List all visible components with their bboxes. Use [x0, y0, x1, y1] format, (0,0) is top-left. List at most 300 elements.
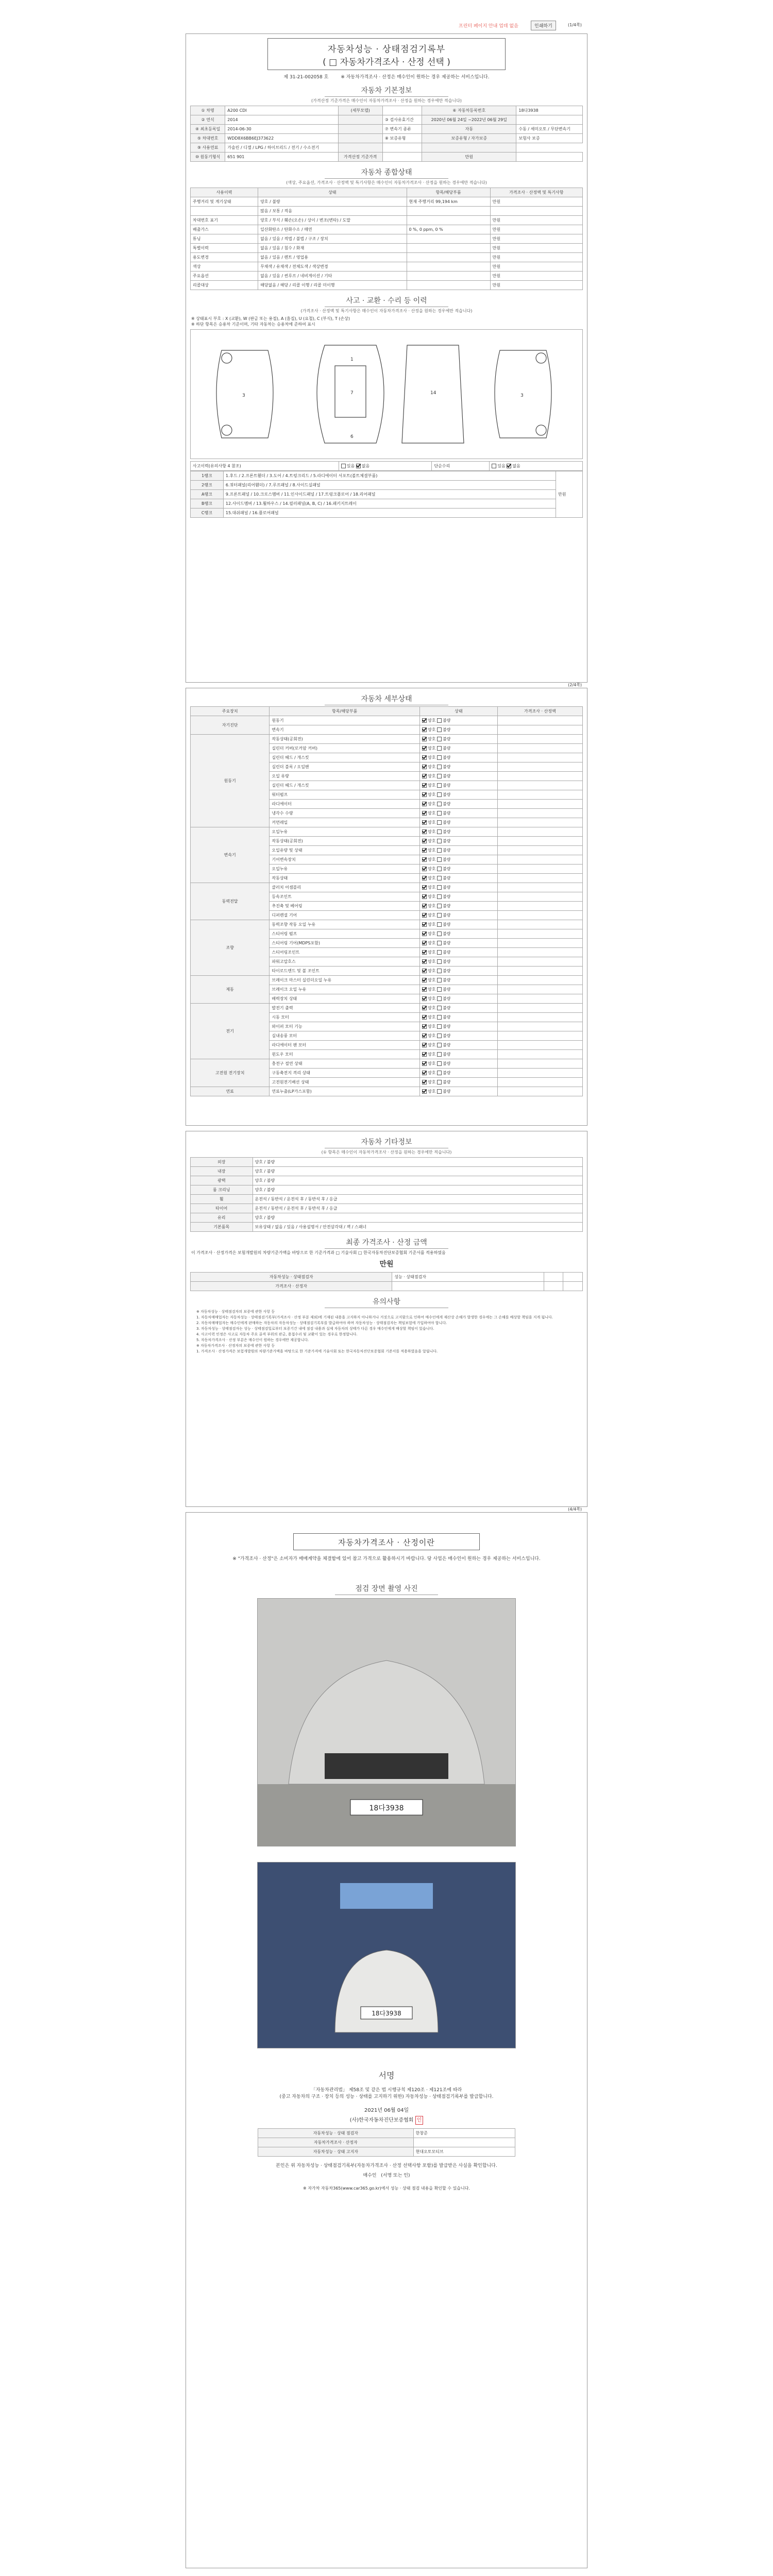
table-cell: 내장	[191, 1167, 253, 1176]
state-bad: 불량	[443, 876, 451, 880]
table-cell: 성능 · 상태점검자	[392, 1273, 544, 1282]
state-bad: 불량	[443, 765, 451, 769]
table-row	[191, 115, 583, 125]
table-cell: 없음 / 있음 / 적법 / 불법 / 구조 / 장치	[258, 234, 407, 244]
checkbox[interactable]	[437, 820, 442, 825]
checkbox-checked[interactable]	[422, 978, 427, 982]
table-row	[191, 281, 583, 290]
state-good: 양호	[428, 876, 436, 880]
checkbox-checked[interactable]	[422, 1015, 427, 1020]
state-bad: 불량	[443, 783, 451, 788]
state-good: 양호	[428, 904, 436, 908]
table-cell	[490, 207, 582, 216]
table-cell: 651 901	[225, 152, 338, 162]
signer-role: 자동차성능 · 상태 점검자	[258, 2129, 414, 2138]
table-cell: ② 연식	[191, 115, 225, 125]
table-cell: ⑨ 사용연료	[191, 143, 225, 152]
checkbox-checked[interactable]	[422, 820, 427, 825]
group-cell: 연료	[191, 1087, 270, 1096]
checkbox-checked[interactable]	[422, 811, 427, 816]
checkbox[interactable]	[492, 464, 496, 468]
sign-org	[186, 2115, 587, 2123]
table-cell: 9.프론트패널 / 10.크로스멤버 / 11.인사이드패널 / 17.트렁크플로어 / 18.리어패널	[223, 490, 556, 499]
column-header: 항목/해당부품	[270, 707, 420, 716]
table-row	[191, 1158, 583, 1167]
state-good: 양호	[428, 941, 436, 945]
table-row	[191, 253, 583, 262]
column-header: 상태	[420, 707, 498, 716]
checkbox-checked[interactable]	[356, 464, 361, 468]
table-cell: (세부모델)	[338, 106, 382, 115]
notes-list	[186, 1309, 587, 1354]
svg-text:1: 1	[350, 357, 354, 362]
table-cell: 해당없음 / 해당 / 리콜 이행 / 리콜 미이행	[258, 281, 407, 290]
table-cell: 유리	[191, 1213, 253, 1223]
checkbox[interactable]	[437, 959, 442, 964]
price-cell	[497, 1031, 582, 1041]
note-line: 3. 자동차성능 · 상태점검자는 성능 · 상태점검일로부터 보증기간 내에 점검 내용과 실제 자동차의 상태가 다른 경우 매수인에게 배상할 책임이 있습니다.	[196, 1327, 434, 1331]
table-row	[191, 152, 583, 162]
state-good: 양호	[428, 727, 436, 732]
state-bad: 불량	[443, 811, 451, 816]
checkbox-checked[interactable]	[422, 969, 427, 973]
price-cell	[497, 948, 582, 957]
checkbox-checked[interactable]	[422, 941, 427, 945]
state-good: 양호	[428, 783, 436, 788]
checkbox[interactable]	[437, 1006, 442, 1010]
state-bad: 불량	[443, 894, 451, 899]
price-cell	[497, 902, 582, 911]
item-cell: 작동상태	[270, 874, 420, 883]
state-cell	[420, 1022, 498, 1031]
checkbox-checked[interactable]	[422, 1061, 427, 1066]
checkbox-checked[interactable]	[422, 913, 427, 918]
table-row	[191, 1282, 583, 1291]
checkbox[interactable]	[437, 727, 442, 732]
item-cell: 윈도우 모터	[270, 1050, 420, 1059]
table-row	[191, 1223, 583, 1232]
state-cell	[420, 985, 498, 994]
price-cell	[497, 1013, 582, 1022]
checkbox-checked[interactable]	[422, 876, 427, 880]
checkbox[interactable]	[437, 894, 442, 899]
table-cell: A랭크	[191, 490, 224, 499]
state-bad: 불량	[443, 941, 451, 945]
table-cell	[338, 115, 382, 125]
checkbox-checked[interactable]	[422, 922, 427, 927]
item-cell: 원동기	[270, 716, 420, 725]
state-good: 양호	[428, 1043, 436, 1047]
table-cell: 광택	[191, 1176, 253, 1185]
checkbox-checked[interactable]	[422, 829, 427, 834]
checkbox-checked[interactable]	[422, 1006, 427, 1010]
checkbox[interactable]	[437, 913, 442, 918]
table-cell: 현재 주행거리 99,194 km	[407, 197, 490, 207]
table-cell: 만원	[490, 253, 582, 262]
table-cell: ⑦ 변속기 종류	[382, 125, 422, 134]
document-title	[267, 38, 506, 70]
group-cell: 자기진단	[191, 716, 270, 735]
state-good: 양호	[428, 996, 436, 1001]
state-good: 양호	[428, 1024, 436, 1029]
table-cell	[563, 1273, 583, 1282]
item-cell: 스티어링조인트	[270, 948, 420, 957]
state-good: 양호	[428, 1061, 436, 1066]
state-bad: 불량	[443, 1071, 451, 1075]
table-cell: 외장	[191, 1158, 253, 1167]
state-bad: 불량	[443, 718, 451, 723]
table-row	[191, 1059, 583, 1069]
table-cell	[563, 1282, 583, 1291]
checkbox[interactable]	[437, 1033, 442, 1038]
checkbox[interactable]	[437, 931, 442, 936]
checkbox[interactable]	[437, 941, 442, 945]
item-cell: 작동상태(공회전)	[270, 837, 420, 846]
signer-role: 자동차성능 · 상태 고지자	[258, 2147, 414, 2157]
checkbox-checked[interactable]	[422, 1080, 427, 1084]
table-header	[191, 188, 583, 197]
table-cell	[516, 152, 583, 162]
page-3	[186, 1131, 587, 1507]
table-cell: 12.사이드멤버 / 13.휠하우스 / 14.필러패널(A, B, C) / 16.패키지트레이	[223, 499, 556, 509]
table-cell: ⑩ 원동기형식	[191, 152, 225, 162]
item-cell: 라디에이터	[270, 800, 420, 809]
table-cell: 보증유형 / 자가보증	[422, 134, 516, 143]
table-cell: 많음 / 보통 / 적음	[258, 207, 407, 216]
table-cell: 주행거리 및 계기상태	[191, 197, 258, 207]
state-cell	[420, 762, 498, 772]
price-cell	[497, 985, 582, 994]
price-cell	[497, 809, 582, 818]
checkbox[interactable]	[437, 792, 442, 797]
svg-text:3: 3	[520, 393, 524, 398]
table-row	[258, 2138, 515, 2147]
table-row	[191, 481, 583, 490]
final-unit: 만원	[379, 1260, 394, 1268]
checkbox-checked[interactable]	[422, 718, 427, 723]
state-cell	[420, 790, 498, 800]
table-row	[191, 490, 583, 499]
table-cell	[382, 106, 422, 115]
checkbox-checked[interactable]	[422, 857, 427, 862]
state-good: 양호	[428, 737, 436, 741]
checkbox-checked[interactable]	[422, 996, 427, 1001]
table-cell	[338, 143, 382, 152]
accident-history-label: 사고이력(유의사항 4 참조)	[191, 462, 339, 471]
table-cell: 0 %, 0 ppm, 0 %	[407, 225, 490, 234]
table-cell: 운전석 / 동반석 / 운전석 후 / 동반석 후 / 응급	[253, 1195, 583, 1204]
item-cell: 오일 유량	[270, 772, 420, 781]
price-cell	[497, 772, 582, 781]
table-row	[191, 106, 583, 115]
table-cell	[407, 216, 490, 225]
state-bad: 불량	[443, 820, 451, 825]
table-cell: 15.대쉬패널 / 16.플로어패널	[223, 509, 556, 518]
svg-text:7: 7	[350, 391, 354, 396]
state-good: 양호	[428, 959, 436, 964]
table-cell: 자동	[422, 125, 516, 134]
other-title: 자동차 기타정보	[325, 1137, 448, 1148]
checkbox-checked[interactable]	[422, 987, 427, 992]
table-row	[258, 2147, 515, 2157]
checkbox-checked[interactable]	[422, 1024, 427, 1029]
sign-date: 2021년 06월 04일	[364, 2108, 409, 2113]
state-bad: 불량	[443, 931, 451, 936]
checkbox[interactable]	[437, 848, 442, 853]
state-good: 양호	[428, 765, 436, 769]
state-bad: 불량	[443, 978, 451, 982]
price-title-box	[293, 1533, 480, 1550]
doc-number-row	[186, 73, 587, 80]
checkbox-checked[interactable]	[422, 931, 427, 936]
state-cell	[420, 892, 498, 902]
table-row	[191, 509, 583, 518]
checkbox-checked[interactable]	[422, 755, 427, 760]
checkbox[interactable]	[437, 987, 442, 992]
table-cell: A200 CDI	[225, 106, 338, 115]
checkbox[interactable]	[437, 978, 442, 982]
table-cell: 양호 / 불량	[253, 1213, 583, 1223]
state-good: 양호	[428, 811, 436, 816]
group-cell: 전기	[191, 1004, 270, 1059]
yes-label: 있음	[497, 464, 506, 468]
item-cell: 기어변속장치	[270, 855, 420, 865]
table-cell	[338, 134, 382, 143]
checkbox[interactable]	[437, 1080, 442, 1084]
checkbox-checked[interactable]	[422, 848, 427, 853]
state-bad: 불량	[443, 885, 451, 890]
checkbox-checked[interactable]	[422, 1052, 427, 1057]
state-good: 양호	[428, 987, 436, 992]
checkbox-checked[interactable]	[422, 774, 427, 778]
checkbox-checked[interactable]	[422, 894, 427, 899]
table-row	[191, 143, 583, 152]
price-title: 자동차가격조사 · 산정이란	[338, 1538, 435, 1547]
checkbox[interactable]	[437, 1071, 442, 1075]
checkbox[interactable]	[437, 737, 442, 741]
checkbox[interactable]	[437, 867, 442, 871]
state-bad: 불량	[443, 774, 451, 778]
checkbox[interactable]	[437, 1052, 442, 1057]
table-cell: 2014-06-30	[225, 125, 338, 134]
final-price	[186, 1259, 587, 1269]
checkbox[interactable]	[437, 876, 442, 880]
note-line: 2. 자동차매매업자는 매수인에게 판매하는 자동차의 자동차성능 · 상태점검기록부를 발급하여야 하며 자동차성능 · 상태점검자는 책임보험에 가입하여야 합니다.	[196, 1321, 447, 1325]
state-good: 양호	[428, 1052, 436, 1057]
checkbox-checked[interactable]	[422, 746, 427, 751]
checkbox[interactable]	[437, 996, 442, 1001]
checkbox[interactable]	[437, 1015, 442, 1020]
table-cell: 2랭크	[191, 481, 224, 490]
checkbox[interactable]	[437, 839, 442, 843]
checkbox-checked[interactable]	[422, 802, 427, 806]
checkbox-checked[interactable]	[422, 727, 427, 732]
table-row	[191, 1004, 583, 1013]
group-cell: 제동	[191, 976, 270, 1004]
footer-text: ※ 자가차 자동차365(www.car365.go.kr)에서 성능 · 상태 점검 내용을 확인할 수 있습니다.	[303, 2186, 470, 2191]
table-cell: 무채색 / 유채색 / 전체도색 / 색상변경	[258, 262, 407, 272]
table-cell: ③ 검사유효기간	[382, 115, 422, 125]
checkbox-checked[interactable]	[422, 885, 427, 890]
price-cell	[497, 1022, 582, 1031]
no-label: 없음	[361, 464, 370, 468]
checkbox-checked[interactable]	[422, 1043, 427, 1047]
checkbox-checked[interactable]	[422, 904, 427, 908]
state-cell	[420, 753, 498, 762]
state-good: 양호	[428, 1015, 436, 1020]
price-cell	[497, 976, 582, 985]
checkbox-checked[interactable]	[422, 1089, 427, 1094]
checkbox[interactable]	[437, 829, 442, 834]
table-row	[191, 735, 583, 744]
checkbox[interactable]	[437, 755, 442, 760]
state-bad: 불량	[443, 1061, 451, 1066]
checkbox[interactable]	[341, 464, 346, 468]
state-bad: 불량	[443, 987, 451, 992]
number-suffix: 호	[324, 75, 329, 80]
table-cell: ⑧ 보증유형	[382, 134, 422, 143]
notes-title: 유의사항	[325, 1296, 448, 1308]
item-cell: 디퍼렌셜 기어	[270, 911, 420, 920]
note-line: 4. 사고이력 인정은 사고로 자동차 주요 골격 부위의 판금, 용접수리 및 교환이 있는 경우로 한정합니다.	[196, 1332, 358, 1336]
table-cell: 튜닝	[191, 234, 258, 244]
price-cell	[497, 957, 582, 967]
state-good: 양호	[428, 774, 436, 778]
table-cell: 차대번호 표기	[191, 216, 258, 225]
table-row	[191, 272, 583, 281]
org-stamp: 인	[415, 2116, 424, 2125]
table-cell: 룸 크리닝	[191, 1185, 253, 1195]
table-cell	[191, 207, 258, 216]
checkbox[interactable]	[437, 718, 442, 723]
table-cell: 만원	[490, 225, 582, 234]
group-cell: 조향	[191, 920, 270, 976]
item-cell: 타이로드엔드 및 볼 조인트	[270, 967, 420, 976]
other-table	[190, 1157, 583, 1232]
checkbox-checked[interactable]	[422, 792, 427, 797]
checkbox-checked[interactable]	[422, 1033, 427, 1038]
item-cell: 변속기	[270, 725, 420, 735]
final-table	[190, 1272, 583, 1291]
state-cell	[420, 1050, 498, 1059]
page-4	[186, 1507, 587, 2568]
evaluation-cell: 만원	[556, 471, 582, 518]
state-bad: 불량	[443, 755, 451, 760]
price-cell	[497, 874, 582, 883]
checkbox[interactable]	[437, 885, 442, 890]
item-cell: 라디에이터 팬 모터	[270, 1041, 420, 1050]
state-bad: 불량	[443, 1052, 451, 1057]
price-cell	[497, 762, 582, 772]
price-cell	[497, 753, 582, 762]
checkbox[interactable]	[437, 1024, 442, 1029]
table-row	[191, 499, 583, 509]
item-cell: 와이퍼 모터 기능	[270, 1022, 420, 1031]
checkbox[interactable]	[437, 857, 442, 862]
detail-title: 자동차 세부상태	[325, 693, 448, 705]
checkbox[interactable]	[437, 904, 442, 908]
checkbox[interactable]	[437, 950, 442, 955]
title-line-1: 자동차성능 · 상태점검기록부	[327, 44, 446, 55]
checkbox[interactable]	[437, 783, 442, 788]
column-header: 사용이력	[191, 188, 258, 197]
basic-info-title: 자동차 기본정보	[325, 85, 448, 97]
checkbox[interactable]	[437, 774, 442, 778]
checkbox[interactable]	[437, 802, 442, 806]
price-cell	[497, 892, 582, 902]
checkbox[interactable]	[437, 1089, 442, 1094]
detail-table	[190, 706, 583, 1096]
page-4-number: (4/4쪽)	[568, 1507, 582, 1512]
state-cell	[420, 948, 498, 957]
checkbox[interactable]	[437, 1043, 442, 1047]
checkbox-checked[interactable]	[422, 765, 427, 769]
checkbox[interactable]	[437, 1061, 442, 1066]
state-cell	[420, 1069, 498, 1078]
state-good: 양호	[428, 1071, 436, 1075]
checkbox[interactable]	[437, 746, 442, 751]
checkbox-checked[interactable]	[507, 464, 511, 468]
price-cell	[497, 1041, 582, 1050]
checkbox[interactable]	[437, 922, 442, 927]
checkbox[interactable]	[437, 811, 442, 816]
sign-title: 서명	[378, 2071, 395, 2080]
item-cell: 스티어링 펌프	[270, 929, 420, 939]
table-cell	[407, 253, 490, 262]
checkbox-checked[interactable]	[422, 959, 427, 964]
table-cell: 보유상태 / 없음 / 있음 / 사용설명서 / 안전삼각대 / 잭 / 스패너	[253, 1223, 583, 1232]
yes-label: 있음	[346, 464, 355, 468]
photo-title: 점검 장면 촬영 사진	[335, 1583, 438, 1595]
accident-legend-2: ※ 하단 항목은 승용차 기준이며, 기타 자동차는 승용차에 준하여 표시	[191, 322, 315, 327]
state-cell	[420, 837, 498, 846]
checkbox-checked[interactable]	[422, 1071, 427, 1075]
state-bad: 불량	[443, 969, 451, 973]
checkbox-checked[interactable]	[422, 737, 427, 741]
signer-name	[413, 2138, 515, 2147]
state-cell	[420, 976, 498, 985]
table-cell	[407, 281, 490, 290]
state-bad: 불량	[443, 1043, 451, 1047]
checkbox-checked[interactable]	[422, 783, 427, 788]
checkbox[interactable]	[437, 765, 442, 769]
accident-history-table	[190, 461, 583, 471]
checkbox-checked[interactable]	[422, 867, 427, 871]
checkbox[interactable]	[437, 969, 442, 973]
checkbox-checked[interactable]	[422, 839, 427, 843]
item-cell: 충전구 절연 상태	[270, 1059, 420, 1069]
table-row	[191, 1273, 583, 1282]
item-cell: 실린더 커버(로커암 커버)	[270, 744, 420, 753]
checkbox-checked[interactable]	[422, 950, 427, 955]
table-cell: 가격조사 · 산정자	[191, 1282, 392, 1291]
org-name: (사)한국자동차진단보증협회	[349, 2117, 414, 2123]
price-cell	[497, 939, 582, 948]
table-cell: 가격산정 기준가격	[338, 152, 382, 162]
price-cell	[497, 1087, 582, 1096]
table-cell: 용도변경	[191, 253, 258, 262]
page-1	[186, 33, 587, 683]
state-good: 양호	[428, 885, 436, 890]
table-row	[191, 1185, 583, 1195]
table-cell	[422, 143, 516, 152]
state-cell	[420, 957, 498, 967]
print-button[interactable]: 인쇄하기	[531, 21, 556, 30]
car-rear-illustration	[258, 1862, 515, 2048]
table-cell: 양호 / 불량	[253, 1185, 583, 1195]
table-cell: 양호 / 부식 / 훼손(오손) / 상이 / 변조(변타) / 도말	[258, 216, 407, 225]
table-cell: 없음 / 있음 / 렌트 / 영업용	[258, 253, 407, 262]
